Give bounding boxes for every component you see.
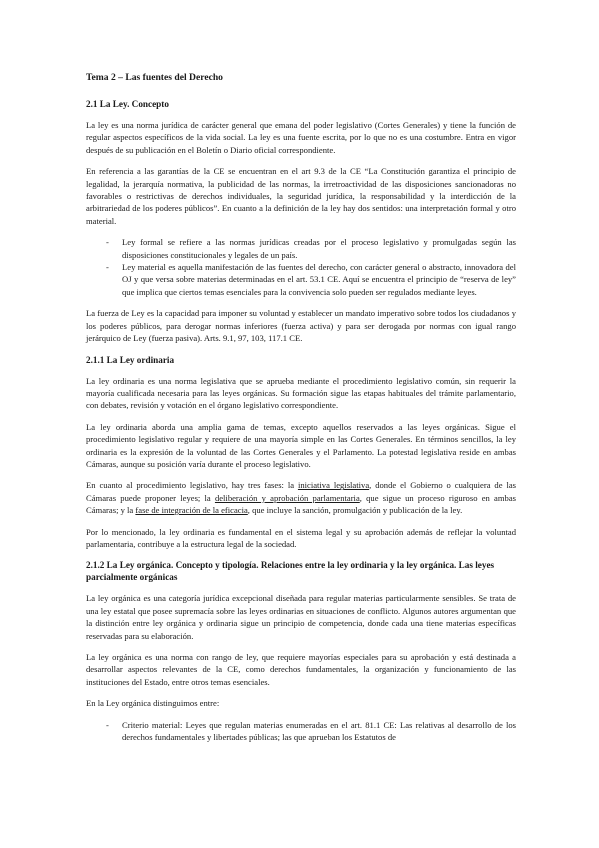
text-run: , donde el Gobierno o cualquiera de las Cámaras puede proponer leyes; la [86,480,516,503]
paragraph: La ley ordinaria es una norma legislativa que se aprueba mediante el procedimiento legislativo común, sin requerir la mayoría cualificada necesaria para las leyes orgánicas. Su formación sigue las etapas habituales del trámite parlamentario, con debates, revisión y votación en el órgano legislativo correspondiente. [86,375,516,411]
paragraph [86,479,516,516]
underlined-term: fase de integración de la eficacia [135,505,248,516]
underlined-term: deliberación y aprobación parlamentaria [214,492,360,503]
bullet-list [86,236,516,298]
paragraph: En la Ley orgánica distinguimos entre: [86,698,220,709]
section-heading-2-1-1: 2.1.1 La Ley ordinaria [86,354,175,365]
paragraph: La ley orgánica es una norma con rango de ley, que requiere mayorías especiales para su aprobación y está destinada a desarrollar aspectos relevantes de la CE, como derechos fundamentales, la organización y funcionamiento de las instituciones del Estado, entre otros temas esenciales. [86,652,516,687]
text-run: , que incluye la sanción, promulgación y publicación de la ley. [247,505,463,516]
text-run: , que sigue un proceso riguroso en ambas Cámaras; y la [86,492,516,516]
list-item: - Ley material es aquella manifestación de las fuentes del derecho, con carácter general o abstracto, innovadora del OJ y que versa sobre materias determinadas en el art. 53.1 CE. Aquí se encuentra el principio de “reserva de ley” que implica que ciertos temas esenciales para la convivencia solo pueden ser regulados mediante leyes. [86,261,516,298]
section-heading-2-1: 2.1 La Ley. Concepto [86,99,169,109]
paragraph: La ley orgánica es una categoría jurídica excepcional diseñada para regular materias particularmente sensibles. Se trata de una ley estatal que posee supremacía sobre las leyes ordinarias en situaciones de conflicto. Algunos autores argumentan que la distinción entre ley orgánica y ordinaria sigue un principio de competencia, donde cada una tiene materias específicas reservadas para su elaboración. [86,593,516,641]
paragraph: La fuerza de Ley es la capacidad para imponer su voluntad y establecer un mandato imperativo sobre todos los ciudadanos y los poderes públicos, para derogar normas inferiores (fuerza activa) y para ser derogada por normas con igual rango jerárquico de Ley (fuerza pasiva). Arts. 9.1, 97, 103, 117.1 CE. [86,308,516,344]
paragraph: Por lo mencionado, la ley ordinaria es fundamental en el sistema legal y su aprobación además de reflejar la voluntad parlamentaria, contribuye a la estructura legal de la sociedad. [86,526,516,549]
list-item: - Criterio material: Leyes que regulan materias enumeradas en el art. 81.1 CE: Las relativas al desarrollo de los derechos fundamentales y libertades públicas; las que aprueban los Estatutos de [86,719,516,744]
document-title: Tema 2 – Las fuentes del Derecho [86,72,223,83]
paragraph: En referencia a las garantías de la CE se encuentran en el art 9.3 de la CE “La Constitución garantiza el principio de legalidad, la jerarquía normativa, la publicidad de las normas, la irretroactividad de las disposiciones sancionadoras no favorables o restrictivas de derechos individuales, la seguridad jurídica, la responsabilidad y la interdicción de la arbitrariedad de los poderes públicos”. En cuanto a la definición de la ley hay dos sentidos: una interpretación formal y otro material. [86,166,516,226]
paragraph: La ley ordinaria aborda una amplia gama de temas, excepto aquellos reservados a las leyes orgánicas. Sigue el procedimiento legislativo regular y requiere de una mayoría simple en las Cortes Generales. En términos sencillos, la ley ordinaria es la expresión de la voluntad de las Cortes Generales y el Parlamento. La potestad legislativa reside en ambas Cámaras, aunque su posición varía durante el proceso legislativo. [86,421,516,469]
bullet-list [86,719,516,744]
text-run: En cuanto al procedimiento legislativo, hay tres fases: la [86,480,298,491]
section-heading-2-1-2: 2.1.2 La Ley orgánica. Concepto y tipología. Relaciones entre la ley ordinaria y la ley orgánica. Las leyes parcialmente orgánicas [86,560,495,583]
paragraph: La ley es una norma jurídica de carácter general que emana del poder legislativo (Cortes Generales) y tiene la función de regular aspectos específicos de la vida social. La ley es una fuente escrita, por lo que no es una costumbre. Entra en vigor después de su publicación en el Boletín o Diario oficial correspondiente. [86,120,516,155]
underlined-term: iniciativa legislativa [297,480,370,491]
document-page [86,72,516,743]
list-item: - Ley formal se refiere a las normas jurídicas creadas por el proceso legislativo y promulgadas según las disposiciones constitucionales y legales de un país. [86,236,516,261]
